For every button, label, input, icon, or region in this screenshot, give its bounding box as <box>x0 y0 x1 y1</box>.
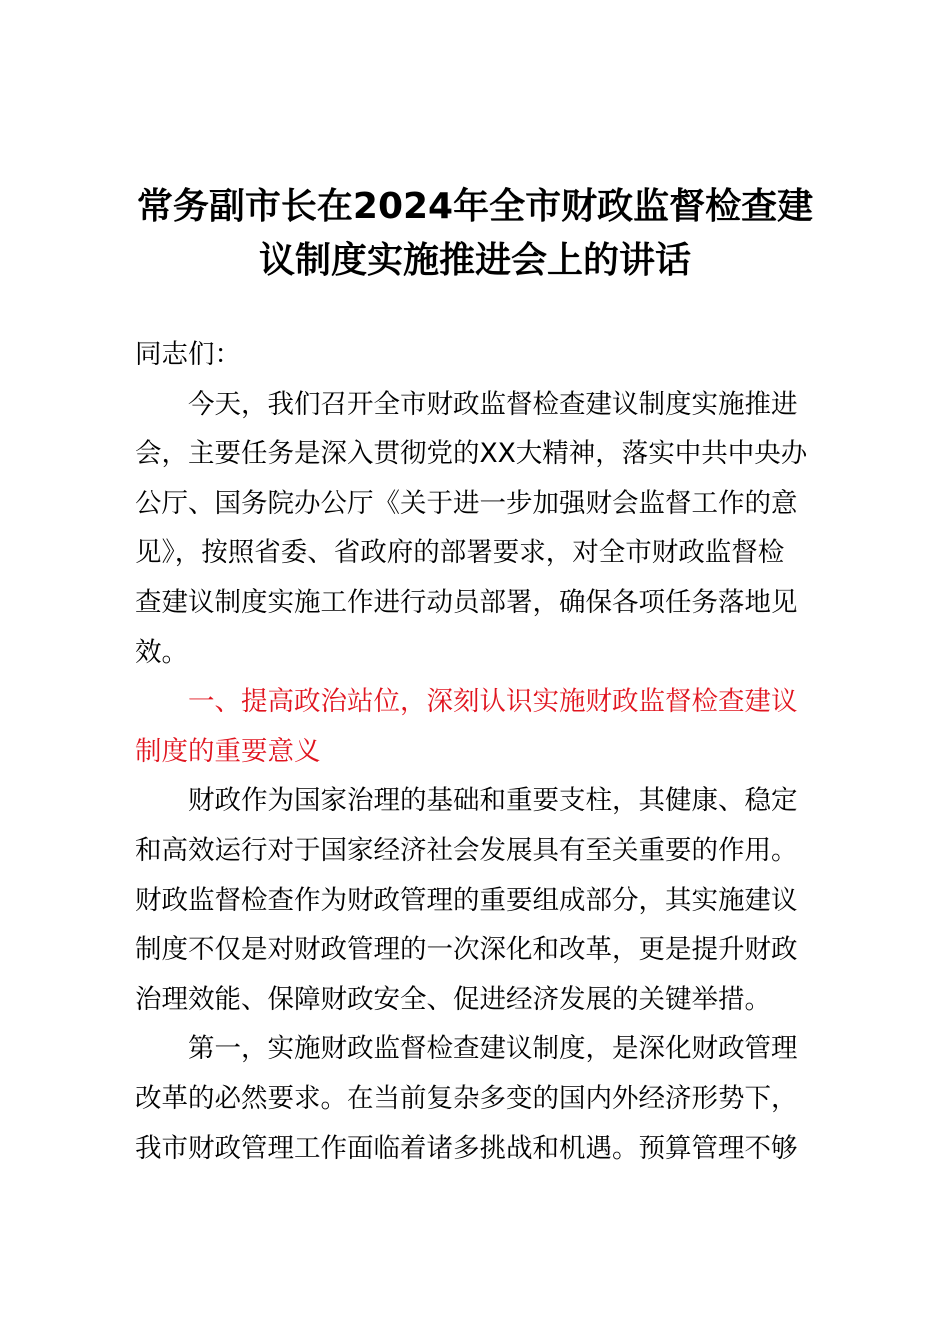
text-line: 公厅、国务院办公厅《关于进一步加强财会监督工作的意 <box>135 487 798 519</box>
section-heading-1 <box>135 677 835 776</box>
text-line: 治理效能、保障财政安全、促进经济发展的关键举措。 <box>135 983 771 1015</box>
heading-line: 制度的重要意义 <box>135 735 321 767</box>
text-line: 制度不仅是对财政管理的一次深化和改革，更是提升财政 <box>135 934 798 966</box>
text-line: 第一，实施财政监督检查建议制度，是深化财政管理 <box>188 1033 798 1065</box>
title-line-1: 常务副市长在2024年全市财政监督检查建 <box>136 186 814 227</box>
heading-line: 一、提高政治站位，深刻认识实施财政监督检查建议 <box>188 686 798 718</box>
text-line: 效。 <box>135 636 188 668</box>
paragraph-finance-role <box>135 776 835 1024</box>
text-line: 和高效运行对于国家经济社会发展具有至关重要的作用。 <box>135 834 798 866</box>
text-line: 查建议制度实施工作进行动员部署，确保各项任务落地见 <box>135 586 798 618</box>
text-line: 今天，我们召开全市财政监督检查建议制度实施推进 <box>188 388 798 420</box>
text-line: 财政作为国家治理的基础和重要支柱，其健康、稳定 <box>188 785 798 817</box>
paragraph-first-point <box>135 1024 835 1173</box>
salutation-line: 同志们： <box>135 339 241 370</box>
salutation <box>135 330 835 380</box>
text-line: 见》，按照省委、省政府的部署要求，对全市财政监督检 <box>135 537 785 569</box>
document-title <box>120 180 830 288</box>
text-line: 改革的必然要求。在当前复杂多变的国内外经济形势下， <box>135 1082 798 1114</box>
paragraph-intro <box>135 380 835 678</box>
document-body <box>135 330 835 1173</box>
text-line: 财政监督检查作为财政管理的重要组成部分，其实施建议 <box>135 884 798 916</box>
text-line: 我市财政管理工作面临着诸多挑战和机遇。预算管理不够 <box>135 1132 798 1164</box>
title-line-2: 议制度实施推进会上的讲话 <box>258 240 691 281</box>
text-line: 会，主要任务是深入贯彻党的XX大精神，落实中共中央办 <box>135 438 808 470</box>
